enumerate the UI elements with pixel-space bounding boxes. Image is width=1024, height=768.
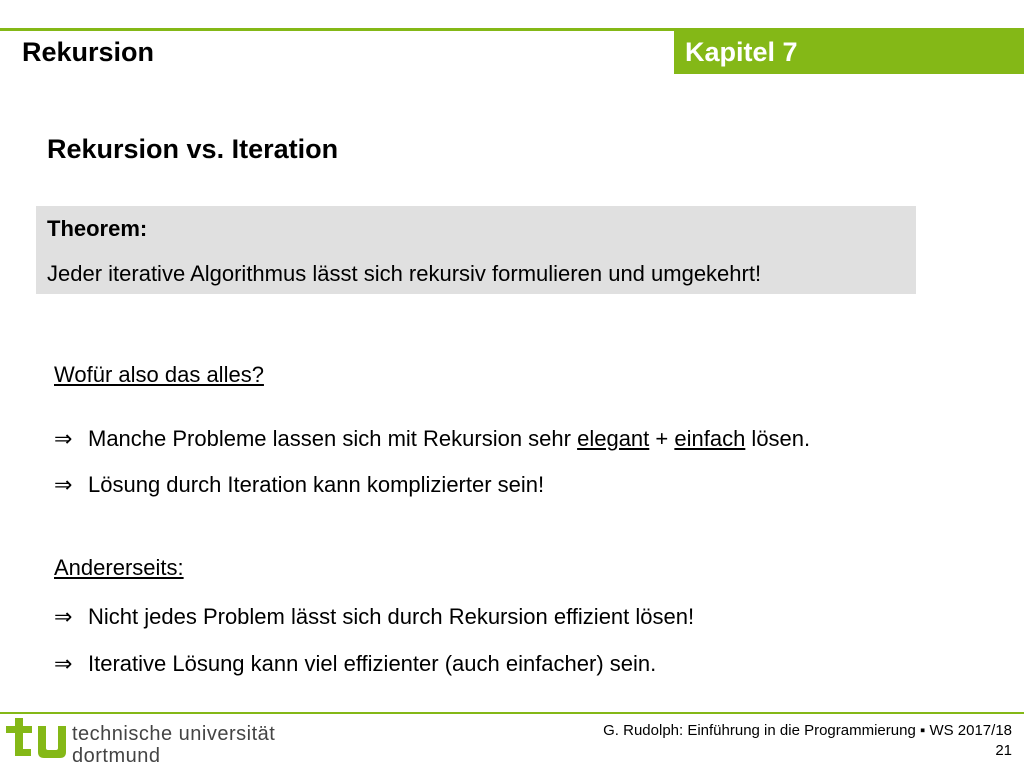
point-iteration	[54, 471, 544, 499]
point-text: Manche Probleme lassen sich mit Rekursion sehr	[88, 426, 578, 451]
university-line: dortmund	[72, 745, 161, 767]
implies-icon: ⇒	[54, 651, 73, 676]
theorem-box	[36, 206, 916, 294]
point-text: +	[649, 426, 675, 451]
theorem-text: Jeder iterative Algorithmus lässt sich rekursiv formulieren und umgekehrt!	[47, 261, 762, 286]
chapter-badge	[674, 28, 1024, 74]
implies-icon: ⇒	[54, 472, 73, 497]
point-text: Lösung durch Iteration kann komplizierter sein!	[88, 472, 545, 497]
point-efficiency	[54, 603, 694, 631]
other-heading: Andererseits:	[54, 555, 184, 580]
question-heading: Wofür also das alles?	[54, 362, 264, 387]
university-line: technische universität	[72, 723, 276, 745]
point-text: lösen.	[745, 426, 811, 451]
point-elegant	[54, 425, 810, 453]
footer-rule	[0, 712, 1024, 714]
point-iterative-solution	[54, 650, 656, 678]
point-text: Iterative Lösung kann viel effizienter (auch einfacher) sein.	[88, 651, 657, 676]
logo-text: tu	[4, 718, 5, 719]
implies-icon: ⇒	[54, 426, 73, 451]
theorem-heading: Theorem:	[47, 216, 148, 241]
footer-citation: G. Rudolph: Einführung in die Programmierung ▪ WS 2017/18	[603, 722, 1012, 739]
tu-logo-icon	[4, 718, 68, 764]
page-number: 21	[995, 742, 1012, 759]
slide-title: Rekursion vs. Iteration	[47, 134, 339, 164]
highlight-elegant: elegant	[577, 426, 650, 451]
chapter-label: Kapitel 7	[685, 37, 798, 67]
highlight-einfach: einfach	[674, 426, 746, 451]
point-text: Nicht jedes Problem lässt sich durch Rekursion effizient lösen!	[88, 604, 695, 629]
implies-icon: ⇒	[54, 604, 73, 629]
university-name	[72, 723, 275, 767]
header-title: Rekursion	[22, 37, 155, 67]
